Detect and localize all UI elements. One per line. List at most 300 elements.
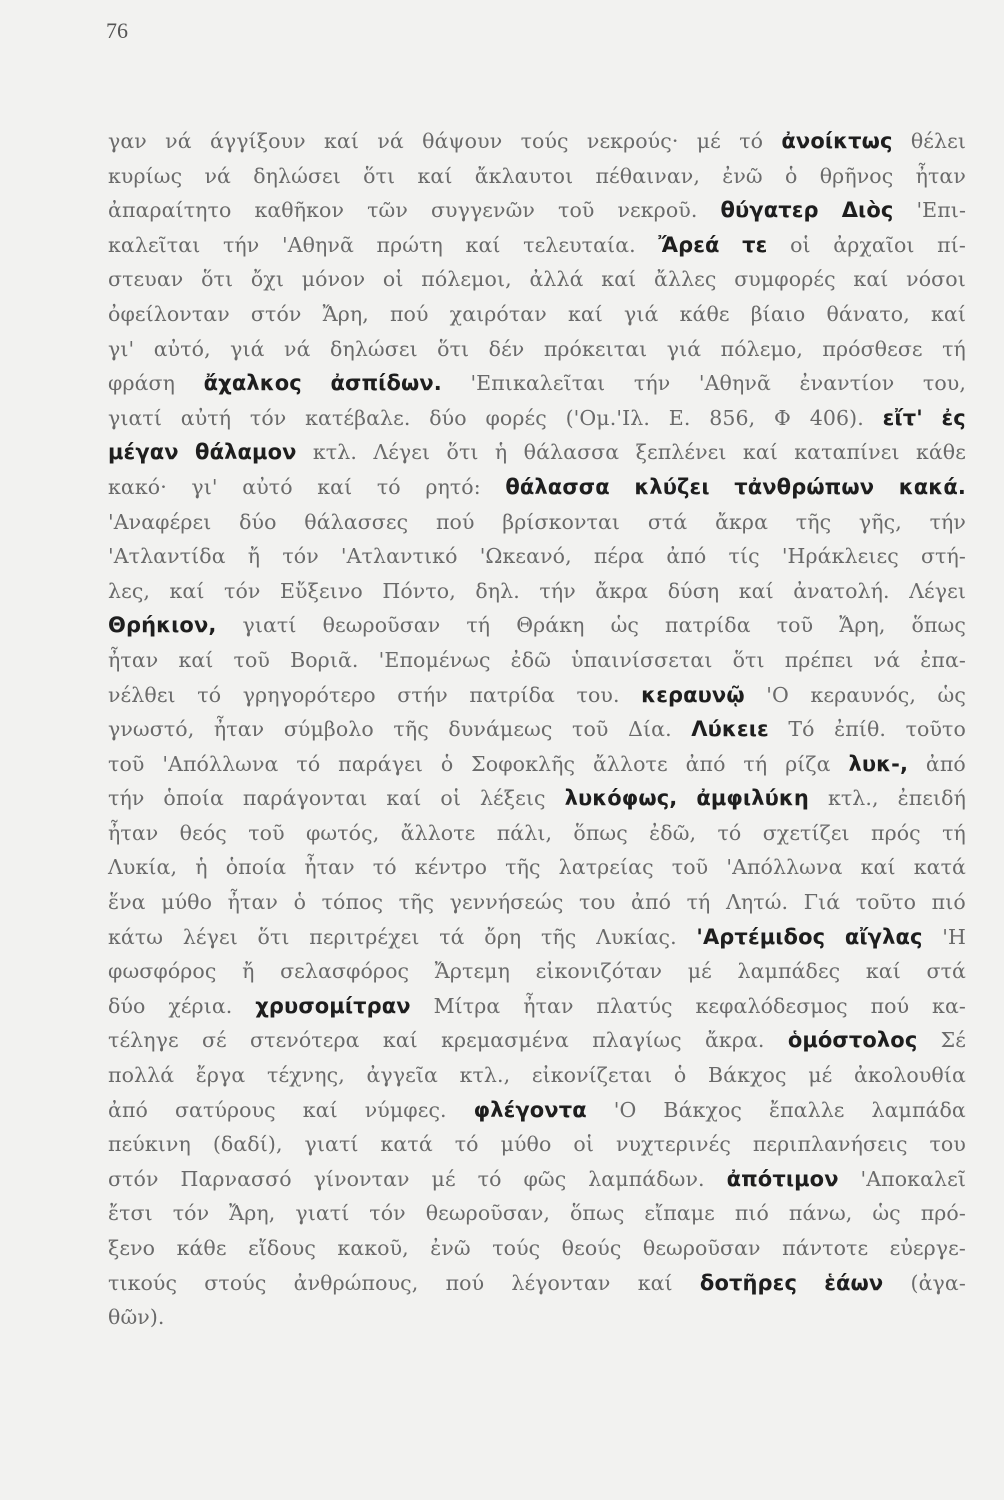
text-word: καί	[317, 474, 353, 499]
text-word: κατά	[380, 1132, 433, 1157]
text-word: ὅτι	[201, 267, 234, 292]
text-word: Ἄρη,	[322, 301, 369, 326]
text-word: καλεῖται	[108, 232, 201, 257]
text-word: ἄλλοτε	[400, 820, 476, 845]
text-word: δύο	[429, 405, 467, 430]
text-word: 'Απόλλωνα	[162, 751, 279, 776]
text-word: γιατί	[295, 1201, 350, 1226]
text-line	[108, 1300, 966, 1335]
text-word: καί	[738, 578, 774, 603]
text-line	[108, 1127, 966, 1162]
text-word: ἦταν	[304, 855, 355, 880]
text-line	[108, 1162, 966, 1197]
lemma-term: Λύκειε	[691, 717, 769, 742]
text-word: τόν	[249, 405, 287, 430]
lemma-term: τε	[742, 232, 768, 257]
page-number: 76	[106, 18, 128, 43]
text-line	[108, 470, 966, 505]
text-word: ὡς	[937, 682, 966, 707]
text-line	[108, 678, 966, 713]
text-word: τῆς	[540, 924, 577, 949]
text-word: κτλ.,	[827, 786, 879, 811]
text-word: πρέπει	[784, 647, 854, 672]
text-word: συγγενῶν	[430, 198, 535, 223]
lemma-term: αἴγλας	[844, 924, 923, 949]
text-word: πί-	[937, 232, 966, 257]
text-word: τοῦ	[558, 198, 595, 223]
text-word: μέ	[431, 1166, 456, 1191]
text-word: θάλασσες	[304, 509, 409, 534]
text-line	[108, 401, 966, 436]
text-word: κάθε	[679, 301, 730, 326]
text-word: τή	[743, 751, 768, 776]
text-word: (ἀγα-	[910, 1270, 966, 1295]
text-line	[108, 989, 966, 1024]
text-line	[108, 1231, 966, 1266]
text-line	[108, 124, 966, 159]
text-word: τήν	[929, 509, 966, 534]
text-word: τή	[942, 820, 966, 845]
text-word: σύμβολο	[283, 717, 374, 742]
text-word: μέ	[808, 1063, 833, 1088]
text-word: οἱ	[382, 267, 404, 292]
text-word: ὁποία	[163, 786, 224, 811]
lemma-term: ἀπότιμον	[726, 1166, 839, 1191]
text-word: μόνον	[301, 267, 366, 292]
text-word: καί	[465, 232, 501, 257]
text-word: πάνω,	[788, 1201, 853, 1226]
text-word: βίαιο	[750, 301, 806, 326]
text-word: φωσφόρος	[108, 959, 217, 984]
text-word: τή	[466, 613, 491, 638]
text-word: 'Αθηνᾶ	[698, 371, 771, 396]
lemma-term: Θρήκιον,	[108, 613, 217, 638]
text-word: λες,	[108, 578, 151, 603]
text-word: τοῦ	[572, 717, 609, 742]
text-word: Ἄρη,	[839, 613, 886, 638]
text-word: πρόσθεσε	[822, 336, 923, 361]
text-word: πρός	[871, 820, 921, 845]
text-word: 'Ο	[766, 682, 789, 707]
text-word: λαμπάδων.	[588, 1166, 705, 1191]
text-word: καί	[417, 163, 453, 188]
text-word: πλαγίως	[592, 1028, 682, 1053]
text-word: τό	[477, 1166, 502, 1191]
text-word: Γιά	[803, 890, 841, 915]
text-word: Λυκία,	[108, 855, 178, 880]
text-word: πού	[445, 1270, 485, 1295]
text-word: τούς	[492, 1236, 541, 1260]
text-word: νά	[204, 163, 231, 188]
text-word: ἐναντίον	[799, 371, 895, 396]
text-word: νά	[284, 336, 311, 361]
text-word: στευαν	[108, 267, 184, 292]
text-word: Φ	[774, 405, 791, 430]
text-word: γιατί	[108, 405, 163, 430]
text-word: σατύρους	[174, 1097, 276, 1122]
text-line	[108, 297, 966, 332]
text-word: κα-	[932, 993, 966, 1018]
text-word: Εὔξεινο	[279, 578, 363, 603]
text-word: δηλώσει	[253, 163, 341, 188]
text-word: κρεμασμένα	[441, 1028, 569, 1053]
text-word: καί	[386, 786, 422, 811]
text-word: αὐτό,	[153, 336, 211, 361]
text-word: κάθε	[915, 440, 966, 465]
text-line	[108, 435, 966, 470]
text-word: ἔργα	[195, 1063, 246, 1088]
text-word: κέντρο	[414, 855, 488, 880]
text-line	[108, 816, 966, 851]
text-word: τούς	[520, 129, 569, 153]
text-word: ξενο	[108, 1236, 156, 1260]
text-word: τό	[372, 855, 397, 880]
text-word: πέθαιναν,	[595, 163, 700, 188]
text-word: γνωστό,	[108, 717, 195, 742]
text-word: ὁ	[673, 1063, 687, 1088]
lemma-term: θάλασσα	[505, 474, 610, 499]
text-word: 'Επι-	[916, 198, 966, 223]
text-word: ὡς	[610, 613, 639, 638]
text-word: ('Ομ.'Ιλ.	[565, 405, 650, 430]
text-word: 'Ηράκλειες	[781, 544, 899, 569]
text-word: ἤ	[247, 544, 261, 569]
text-word: 406).	[809, 405, 864, 430]
text-word: ἀνθρώπους,	[293, 1270, 419, 1295]
text-word: τά	[439, 924, 465, 949]
text-word: τό	[197, 682, 222, 707]
text-line	[108, 712, 966, 747]
text-word: δυνάμεως	[448, 717, 553, 742]
text-word: ἦταν	[915, 163, 966, 188]
text-word: ὑπαινίσσεται	[571, 647, 713, 672]
text-word: καί	[302, 1097, 338, 1122]
text-word: στή-	[920, 544, 966, 569]
text-line	[108, 1266, 966, 1301]
text-word: λέγει	[182, 924, 238, 949]
text-word: μύθο	[500, 1132, 552, 1157]
text-word: τοῦτο	[855, 890, 917, 915]
text-word: γιά	[666, 336, 702, 361]
text-word: μέ	[687, 959, 712, 984]
text-word: περιτρέχει	[309, 924, 420, 949]
text-word: τόπος	[321, 890, 384, 915]
lemma-term: Ἄρεά	[658, 232, 720, 257]
text-word: ἀπό	[631, 890, 672, 915]
text-line	[108, 781, 966, 816]
text-line	[108, 159, 966, 194]
text-word: ἦταν	[108, 647, 159, 672]
text-word: θρῆνος	[819, 163, 894, 188]
text-word: φῶς	[523, 1166, 567, 1191]
text-word: βρίσκονται	[502, 509, 621, 534]
lemma-term: ὁμόστολος	[787, 1028, 918, 1053]
text-word: καί	[567, 301, 603, 326]
lemma-term: δοτῆρες	[699, 1270, 797, 1295]
text-word: τόν	[172, 1201, 210, 1226]
text-word: ὅτι	[732, 647, 765, 672]
text-word: τοῦ	[671, 855, 709, 880]
text-word: τικούς	[108, 1270, 178, 1295]
text-word: ἀπό	[685, 751, 726, 776]
text-word: ἀπό	[666, 544, 707, 569]
text-line	[108, 193, 966, 228]
text-word: ὀφείλονταν	[108, 301, 230, 326]
lemma-term: λυκ-,	[848, 751, 909, 776]
text-word: ὁ	[785, 163, 798, 188]
text-word: νά	[377, 129, 404, 153]
text-word: πεύκινη	[108, 1132, 191, 1157]
text-word: άγγίξουν	[209, 129, 306, 153]
commentary-text	[108, 124, 966, 1335]
lemma-term: φλέγοντα	[473, 1097, 587, 1122]
text-word: καί	[865, 959, 901, 984]
text-word: ἀπαραίτητο	[108, 198, 232, 223]
text-word: σέ	[201, 1028, 227, 1053]
text-word: ὅτι	[446, 440, 479, 465]
text-word: ἡ	[195, 855, 208, 880]
text-word: καί	[742, 440, 778, 465]
text-word: λέγονταν	[511, 1270, 611, 1295]
lemma-term: θύγατερ	[720, 198, 819, 223]
text-word: παράγονται	[242, 786, 368, 811]
text-word: πατρίδα	[665, 613, 751, 638]
text-word: δηλ.	[475, 578, 520, 603]
text-word: κακοῦ,	[337, 1236, 409, 1260]
text-word: σχετίζει	[762, 820, 850, 845]
text-word: θέλει	[910, 129, 966, 153]
text-word: 'Επομένως	[378, 647, 491, 672]
text-word: τόν	[224, 578, 261, 603]
text-word: πατρίδα	[469, 682, 555, 707]
text-word: πόλεμο,	[720, 336, 803, 361]
text-word: τό	[739, 129, 764, 153]
text-word: ἀρχαῖοι	[833, 232, 915, 257]
lemma-term: τἀνθρώπων	[734, 474, 875, 499]
text-word: ἔτσι	[108, 1201, 153, 1226]
text-word: (δαδί),	[212, 1132, 283, 1157]
text-word: τίς	[728, 544, 760, 569]
lemma-term: ἄχαλκος	[203, 371, 302, 396]
text-word: Βοριᾶ.	[290, 647, 359, 672]
text-word: οἱ	[440, 786, 461, 811]
text-word: νυχτερινές	[615, 1132, 731, 1157]
text-word: δηλώσει	[330, 336, 418, 361]
text-word: 'Ωκεανό,	[479, 544, 572, 569]
text-word: τή	[686, 890, 711, 915]
text-word: ἦταν	[227, 890, 278, 915]
text-word: τή	[942, 336, 966, 361]
lemma-term: λυκόφως,	[564, 786, 678, 811]
text-word: στούς	[204, 1270, 267, 1295]
text-word: εἴδους	[248, 1236, 316, 1260]
text-word: θάψουν	[422, 129, 503, 153]
text-word: λέξεις	[479, 786, 546, 811]
text-word: πλατύς	[596, 993, 673, 1018]
text-word: τῶν	[367, 198, 408, 223]
text-word: Ε.	[668, 405, 691, 430]
text-word: τοῦ	[248, 820, 285, 845]
text-word: ἀγγεῖα	[366, 1063, 438, 1088]
text-word: περιπλανήσεις	[752, 1132, 908, 1157]
text-word: μέ	[696, 129, 721, 153]
text-word: ἐπα-	[920, 647, 966, 672]
text-word: 'Αθηνᾶ	[281, 232, 354, 257]
text-word: ὅτι	[363, 163, 396, 188]
text-line	[108, 608, 966, 643]
text-word: ὅτι	[257, 924, 290, 949]
text-word: δύση	[667, 578, 720, 603]
text-word: θῶν).	[108, 1305, 165, 1330]
text-word: ὅπως	[573, 820, 628, 845]
text-word: πόλεμοι,	[421, 267, 512, 292]
text-word: ἀλλά	[529, 267, 584, 292]
text-word: 'Ατλαντίδα	[108, 544, 226, 569]
text-word: τελευταία.	[523, 232, 636, 257]
text-word: ὅτι	[437, 336, 470, 361]
text-word: νύμφες.	[364, 1097, 447, 1122]
lemma-term: 'Αρτέμιδος	[696, 924, 826, 949]
text-word: συμφορές	[734, 267, 836, 292]
text-word: καί	[178, 647, 214, 672]
text-word: ἐδῶ	[510, 647, 552, 672]
text-word: Λέγει	[909, 578, 966, 603]
text-line	[108, 1093, 966, 1128]
text-word: στά	[647, 509, 688, 534]
text-word: τοῦ	[776, 613, 814, 638]
text-word: ἀκολουθία	[854, 1063, 966, 1088]
text-word: γαν	[108, 129, 147, 153]
lemma-term: ἑάων	[824, 1270, 884, 1295]
text-word: του.	[576, 682, 620, 707]
text-word: ὅπως	[911, 613, 966, 638]
text-word: νά	[165, 129, 192, 153]
text-word: ὁ	[293, 890, 307, 915]
text-word: 'Η	[942, 924, 966, 949]
text-word: γίνονταν	[313, 1166, 410, 1191]
text-word: Μίτρα	[433, 993, 501, 1018]
text-word: στά	[926, 959, 966, 984]
text-word: τήν	[633, 371, 671, 396]
text-word: λαμπάδα	[871, 1097, 966, 1122]
text-word: πέρα	[593, 544, 645, 569]
text-word: Λυκίας.	[596, 924, 677, 949]
text-word: κτλ.	[312, 440, 357, 465]
text-word: πού	[389, 301, 429, 326]
text-line	[108, 747, 966, 782]
text-word: κακό·	[108, 474, 167, 499]
lemma-term: ἐς	[941, 405, 966, 430]
text-word: στόν	[108, 1166, 159, 1191]
text-word: καί	[324, 129, 360, 153]
lemma-term: κεραυνῷ	[641, 682, 745, 707]
text-word: τέχνης,	[267, 1063, 345, 1088]
text-word: ἦταν	[213, 717, 265, 742]
text-word: κυρίως	[108, 163, 183, 188]
text-word: του	[929, 1132, 966, 1157]
text-word: κεφαλόδεσμος	[695, 993, 848, 1018]
text-word: τήν	[222, 232, 260, 257]
text-word: γεννήσεώς	[449, 890, 564, 915]
text-word: καθῆκον	[254, 198, 345, 223]
text-word: πάντοτε	[782, 1236, 869, 1260]
text-word: ἄκρα.	[704, 1028, 765, 1053]
text-word: τόν	[369, 1201, 406, 1226]
text-word: Παρνασσό	[180, 1166, 292, 1191]
text-word: κατέβαλε.	[305, 405, 411, 430]
text-word: ὅπως	[569, 1201, 625, 1226]
text-line	[108, 1058, 966, 1093]
text-word: ρητό:	[425, 474, 481, 499]
text-word: ἀνατολή.	[793, 578, 890, 603]
text-word: εἰκονίζεται	[531, 1063, 653, 1088]
text-word: λαμπάδες	[737, 959, 841, 984]
text-word: τοῦ	[108, 751, 145, 776]
text-word: καί	[637, 1270, 673, 1295]
text-word: γῆς,	[858, 509, 902, 534]
text-word: θάλασσα	[523, 440, 620, 465]
text-word: οἱ	[573, 1132, 594, 1157]
text-word: κάτω	[108, 924, 164, 949]
lemma-term: Διὸς	[841, 198, 894, 223]
text-word: στόν	[250, 301, 302, 326]
text-word: νόσοι	[906, 267, 966, 292]
text-word: λατρείας	[558, 855, 654, 880]
text-word: ξεπλένει	[635, 440, 727, 465]
text-word: τήν	[108, 786, 145, 811]
text-word: ἄκρα	[595, 578, 649, 603]
text-word: θεός	[179, 820, 227, 845]
text-word: Λητώ.	[726, 890, 789, 915]
text-word: 'Αναφέρει	[108, 509, 212, 534]
text-word: καταπίνει	[794, 440, 900, 465]
text-word: δύο	[108, 993, 146, 1018]
text-word: κτλ.,	[459, 1063, 511, 1088]
text-line	[108, 643, 966, 678]
text-word: εἰκονιζόταν	[535, 959, 663, 984]
text-word: φωτός,	[305, 820, 380, 845]
text-word: γιά	[230, 336, 265, 361]
text-word: του	[579, 890, 616, 915]
text-word: ὁ	[440, 751, 454, 776]
text-word: παράγει	[338, 751, 423, 776]
text-word: θάνατο,	[826, 301, 910, 326]
text-word: εἴπαμε	[644, 1201, 715, 1226]
text-word: ἐνῶ	[430, 1236, 471, 1260]
text-word: οἱ	[790, 232, 811, 257]
text-word: Βάκχος	[708, 1063, 787, 1088]
text-word: γιατί	[242, 613, 297, 638]
text-word: τοῦ	[233, 647, 270, 672]
lemma-term: θάλαμον	[195, 440, 297, 465]
text-word: πρώτη	[376, 232, 443, 257]
text-word: πού	[435, 509, 475, 534]
text-word: ὄρη	[484, 924, 522, 949]
lemma-term: χρυσομίτραν	[255, 993, 411, 1018]
text-word: τῆς	[398, 890, 435, 915]
text-word: τῆς	[505, 855, 541, 880]
text-word: νέλθει	[108, 682, 176, 707]
text-line	[108, 228, 966, 263]
lemma-term: μέγαν	[108, 440, 179, 465]
text-word: δύο	[239, 509, 277, 534]
text-word: Βάκχος	[663, 1097, 742, 1122]
text-line	[108, 1196, 966, 1231]
text-word: 'Επικαλεῖται	[470, 371, 606, 396]
lemma-term: ἀνοίκτως	[781, 129, 893, 153]
text-word: πολλά	[108, 1063, 175, 1088]
text-word: σελασφόρος	[280, 959, 410, 984]
